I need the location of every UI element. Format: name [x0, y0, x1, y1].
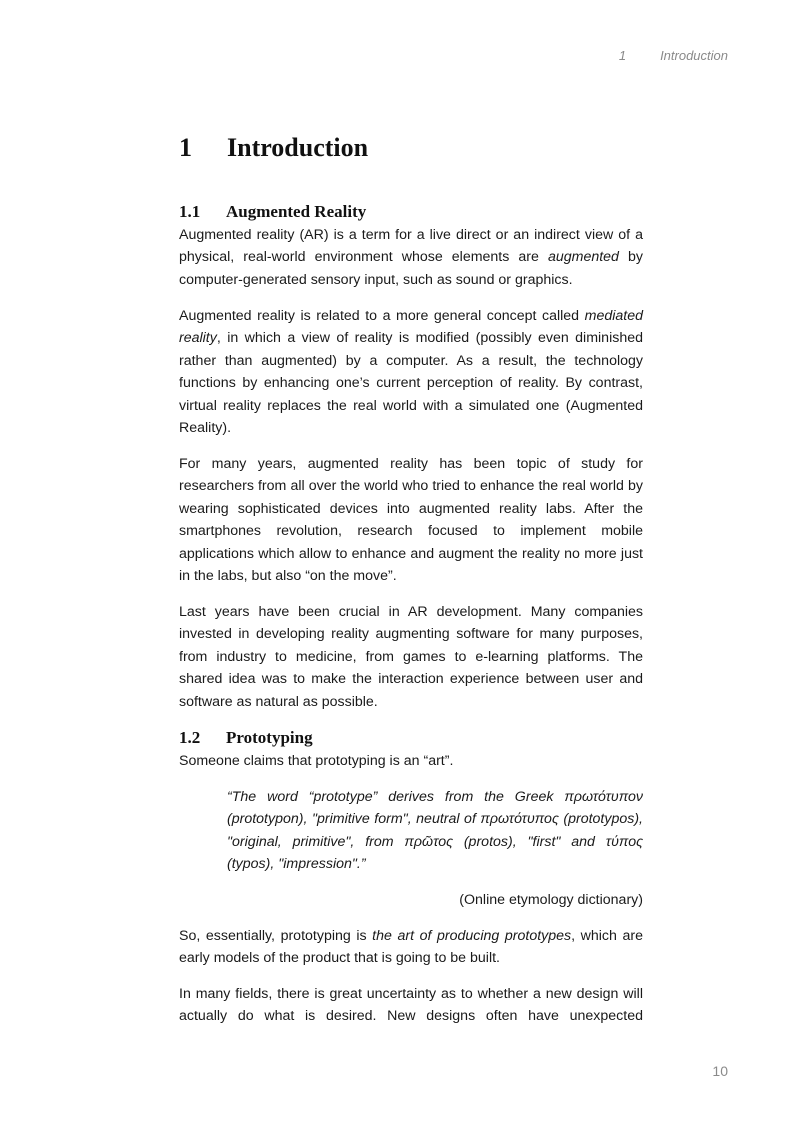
- paragraph-research-history: For many years, augmented reality has been topic of study for researchers from all over the world who tried to enhance the real world by wearing sophisticated devices into augmented reality labs. After the smartphones revolution, research focused to implement mobile applications which allow to enhance and augment the reality no more just in the labs, but also “on the move”.: [179, 456, 643, 585]
- paragraph-ar-definition: [179, 224, 643, 291]
- page-number: 10: [712, 1063, 728, 1079]
- paragraph-ar-development: Last years have been crucial in AR development. Many companies invested in developing reality augmenting software for many purposes, from industry to medicine, from games to e-learning platforms. The shared idea was to make the interaction experience between user and software as natural as possible.: [179, 604, 643, 710]
- paragraph-text: , which are early models of the product that is going to be built.: [179, 928, 643, 967]
- block-quote: “The word “prototype” derives from the Greek πρωτότυπον (prototypon), "primitive form", neutral of πρωτότυπος (prototypos), "original, primitive", from πρῶτος (protos), "first" and τύπος (typos), "impression".”: [227, 789, 643, 873]
- paragraph-text: Augmented reality (AR) is a term for a live direct or an indirect view of a physical, real-world environment whose elements are: [179, 227, 643, 266]
- section-number: 1.2: [179, 728, 201, 747]
- section-title: Augmented Reality: [226, 202, 367, 221]
- chapter-number: 1: [179, 133, 192, 162]
- paragraph-text: So, essentially, prototyping is: [179, 928, 373, 944]
- paragraph-text: by computer-generated sensory input, such as sound or graphics.: [179, 249, 643, 288]
- paragraph-mediated-reality: [179, 305, 643, 439]
- emphasis-text: augmented: [547, 249, 619, 266]
- running-header-chapter-number: 1: [618, 48, 627, 63]
- section-heading-augmented-reality: [179, 202, 366, 222]
- quote-attribution: (Online etymology dictionary): [459, 892, 643, 908]
- chapter-title: Introduction: [227, 133, 369, 162]
- section-title: Prototyping: [226, 728, 313, 747]
- paragraph-text: , in which a view of reality is modified (possibly even diminished rather than augmented) by a computer. As a result, the technology functions by enhancing one’s current perception of reality. By contrast, virtual reality replaces the real world with a simulated one (Augmented Reality).: [179, 330, 643, 437]
- paragraph-text: Augmented reality is related to a more general concept called: [179, 308, 585, 324]
- paragraph-prototyping-intro: Someone claims that prototyping is an “art”.: [179, 753, 454, 769]
- running-header: [619, 48, 728, 63]
- paragraph-prototyping-definition: [179, 925, 643, 970]
- running-header-chapter-title: Introduction: [660, 48, 728, 63]
- section-number: 1.1: [179, 202, 201, 221]
- section-heading-prototyping: [179, 728, 313, 748]
- paragraph-design-uncertainty: In many fields, there is great uncertainty as to whether a new design will actually do what is desired. New designs often have unexpected: [179, 986, 643, 1025]
- emphasis-text: the art of producing prototypes: [372, 928, 572, 944]
- emphasis-text: mediated reality: [179, 308, 643, 347]
- chapter-heading: [179, 133, 368, 163]
